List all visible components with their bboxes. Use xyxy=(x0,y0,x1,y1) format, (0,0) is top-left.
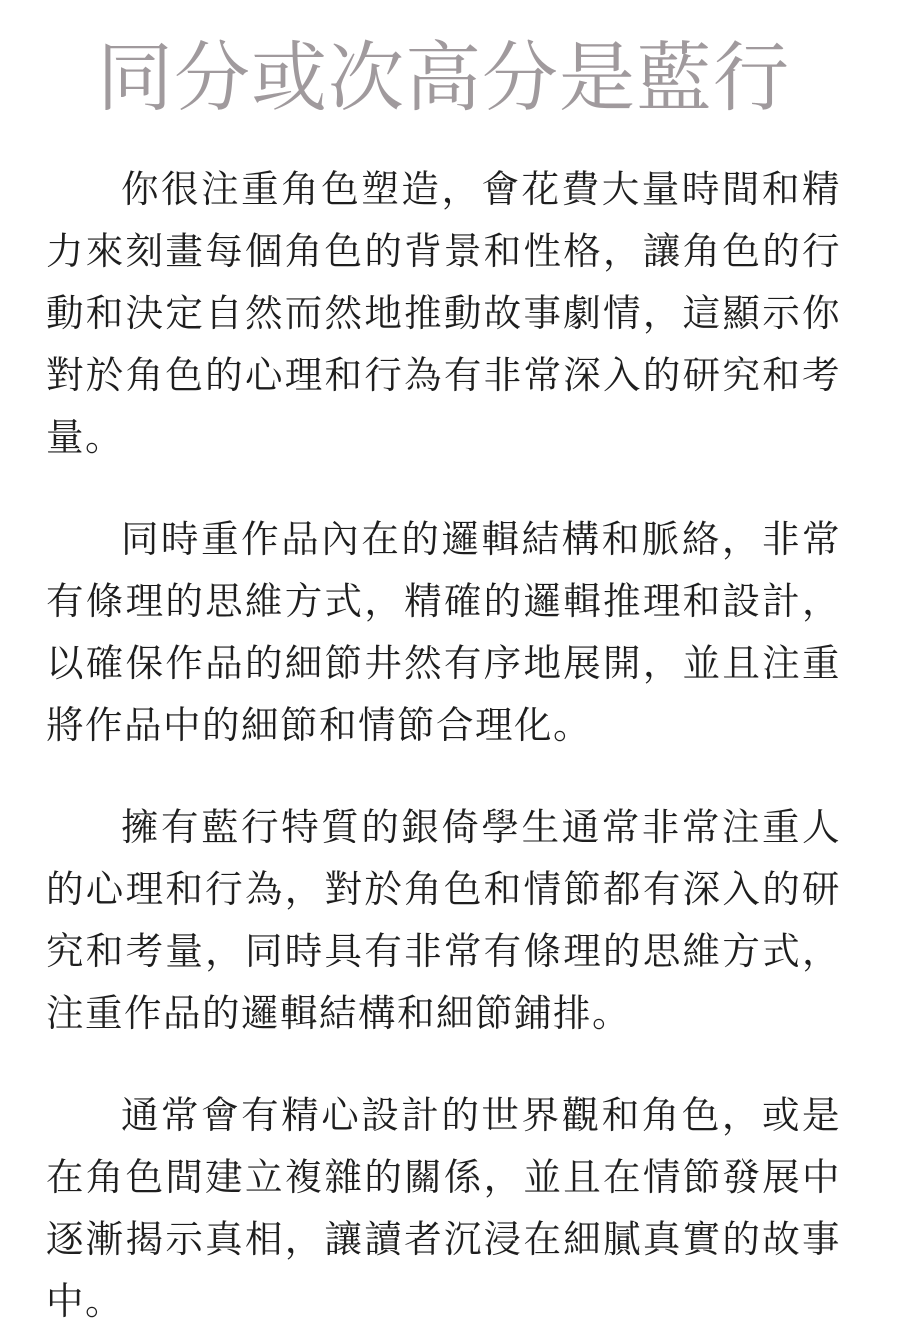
page-title: 同分或次高分是藍行 xyxy=(97,33,790,122)
paragraph-character-building: 你很注重角色塑造，會花費大量時間和精力來刻畫每個角色的背景和性格，讓角色的行動和決定自然而然地推動故事劇情，這顯示你對於角色的心理和行為有非常深入的研究和考量。 xyxy=(46,167,841,459)
paragraph-blue-traits: 擁有藍行特質的銀倚學生通常非常注重人的心理和行為，對於角色和情節都有深入的研究和考量，同時具有非常有條理的思維方式，注重作品的邏輯結構和細節鋪排。 xyxy=(46,805,841,1035)
paragraph-worldbuilding: 通常會有精心設計的世界觀和角色，或是在角色間建立複雜的關係，並且在情節發展中逐漸揭示真相，讓讀者沉浸在細膩真實的故事中。 xyxy=(46,1093,841,1323)
paragraph-logic-structure: 同時重作品內在的邏輯結構和脈絡，非常有條理的思維方式，精確的邏輯推理和設計，以確保作品的細節井然有序地展開，並且注重將作品中的細節和情節合理化。 xyxy=(46,517,841,747)
